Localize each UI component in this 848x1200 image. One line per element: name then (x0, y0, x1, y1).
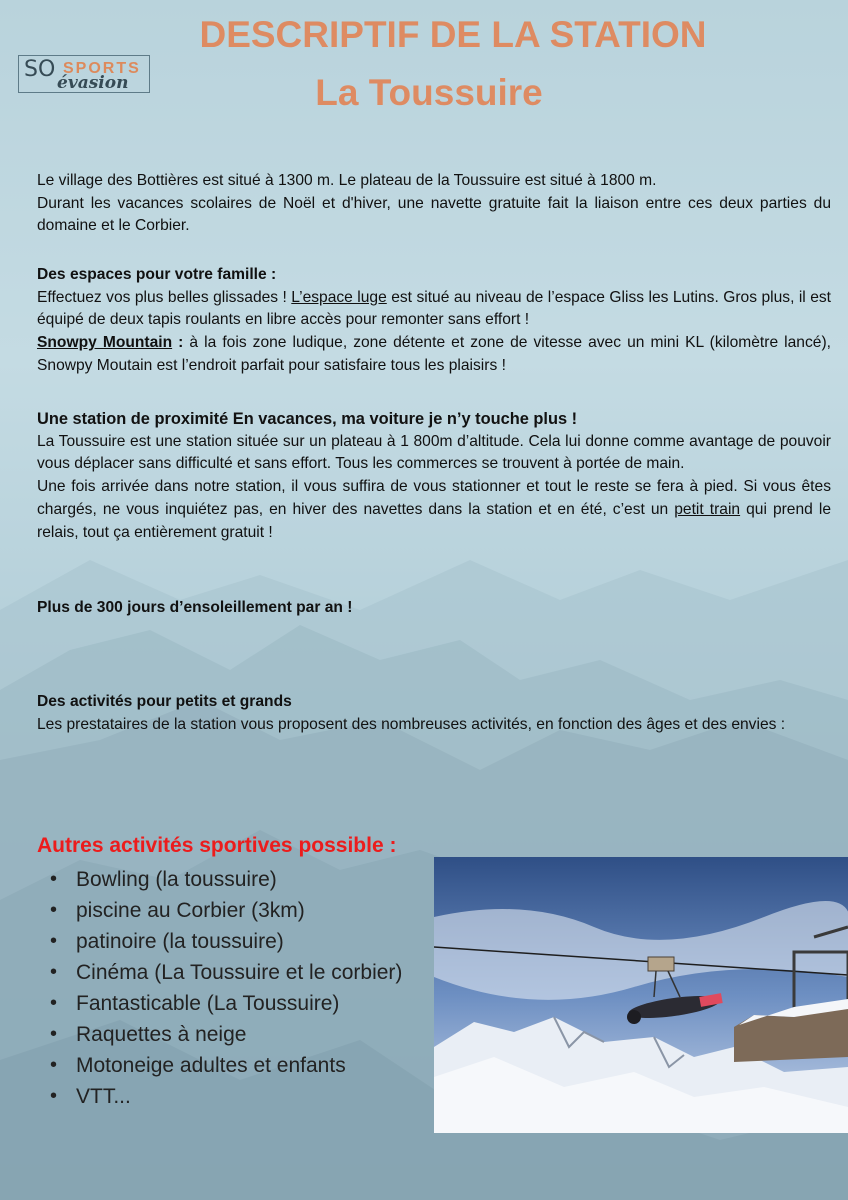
famille-p1-text-b: est situé au niveau de l’espace Gliss les Lutins. Gros plus, il est équipé de deux tapis roulants en libre accès pour remonter sans effort ! (37, 288, 831, 329)
list-item: • Cinéma (La Toussuire et le corbier) (50, 957, 402, 988)
autres-activites-heading: Autres activités sportives possible : (37, 834, 397, 857)
station-name: La Toussuire (315, 72, 543, 113)
famille-p1-text-a: Effectuez vos plus belles glissades ! (37, 288, 292, 306)
famille-p2-text-b: à la fois zone ludique, zone détente et zone de vitesse avec un mini KL (kilomètre lancé), Snowpy Moutain est l’endroit parfait pour satisfaire tous les plaisirs ! (37, 334, 831, 374)
autres-activites-list (50, 864, 402, 1112)
logo-so-text: SO (24, 57, 56, 82)
list-item: • Raquettes à neige (50, 1019, 402, 1050)
list-item: • VTT... (50, 1081, 402, 1112)
espace-luge-link[interactable]: L’espace luge (291, 288, 387, 306)
logo-sports-text: SPORTS (63, 60, 141, 77)
list-item: • Motoneige adultes et enfants (50, 1050, 402, 1081)
intro-line-2: Durant les vacances scolaires de Noël et d'hiver, une navette gratuite fait la liaison entre ces deux parties du domaine et le Corbier. (37, 194, 831, 235)
zipline-photo-illustration (434, 857, 848, 1133)
list-item: • Fantasticable (La Toussuire) (50, 988, 402, 1019)
famille-paragraph-1 (37, 287, 831, 332)
famille-section (37, 264, 831, 378)
list-item: • patinoire (la toussuire) (50, 926, 402, 957)
intro-line-1: Le village des Bottières est situé à 1300 m. Le plateau de la Toussuire est situé à 1800 m. (37, 172, 657, 189)
logo-evasion-text: évasion (57, 73, 129, 93)
famille-heading: Des espaces pour votre famille : (37, 266, 277, 283)
famille-paragraph-2 (37, 332, 831, 377)
snowpy-mountain-link[interactable]: Snowpy Mountain (37, 334, 173, 352)
proximite-paragraph-2 (37, 476, 831, 544)
soleil-section (37, 597, 831, 620)
snowpy-colon: : (172, 334, 184, 352)
activites-section (37, 691, 831, 736)
page-title: DESCRIPTIF DE LA STATION (199, 14, 707, 55)
proximite-paragraph-1: La Toussuire est une station située sur un plateau à 1 800m d’altitude. Cela lui donne comme avantage de pouvoir vous déplacer sans difficulté et sans effort. Tous les commerces se trouvent à portée de main. (37, 432, 831, 473)
petit-train-link[interactable]: petit train (674, 500, 741, 518)
proximite-p2-text-b: qui prend le relais, tout ça entièrement gratuit ! (37, 500, 831, 541)
list-item: • piscine au Corbier (3km) (50, 895, 402, 926)
list-item: • Bowling (la toussuire) (50, 864, 402, 895)
proximite-p2-text-a: Une fois arrivée dans notre station, il vous suffira de vous stationner et tout le reste se fera à pied. Si vous êtes chargés, ne vous inquiétez pas, en hiver des navettes dans la station et en été, c’est un (37, 478, 831, 518)
proximite-heading: Une station de proximité En vacances, ma voiture je n’y touche plus ! (37, 410, 578, 428)
intro-section (37, 170, 831, 238)
proximite-section (37, 408, 831, 544)
zipline-photo (434, 857, 848, 1133)
activites-heading: Des activités pour petits et grands (37, 693, 292, 710)
activites-text: Les prestataires de la station vous proposent des nombreuses activités, en fonction des âges et des envies : (37, 715, 786, 733)
soleil-text: Plus de 300 jours d’ensoleillement par an ! (37, 599, 353, 616)
